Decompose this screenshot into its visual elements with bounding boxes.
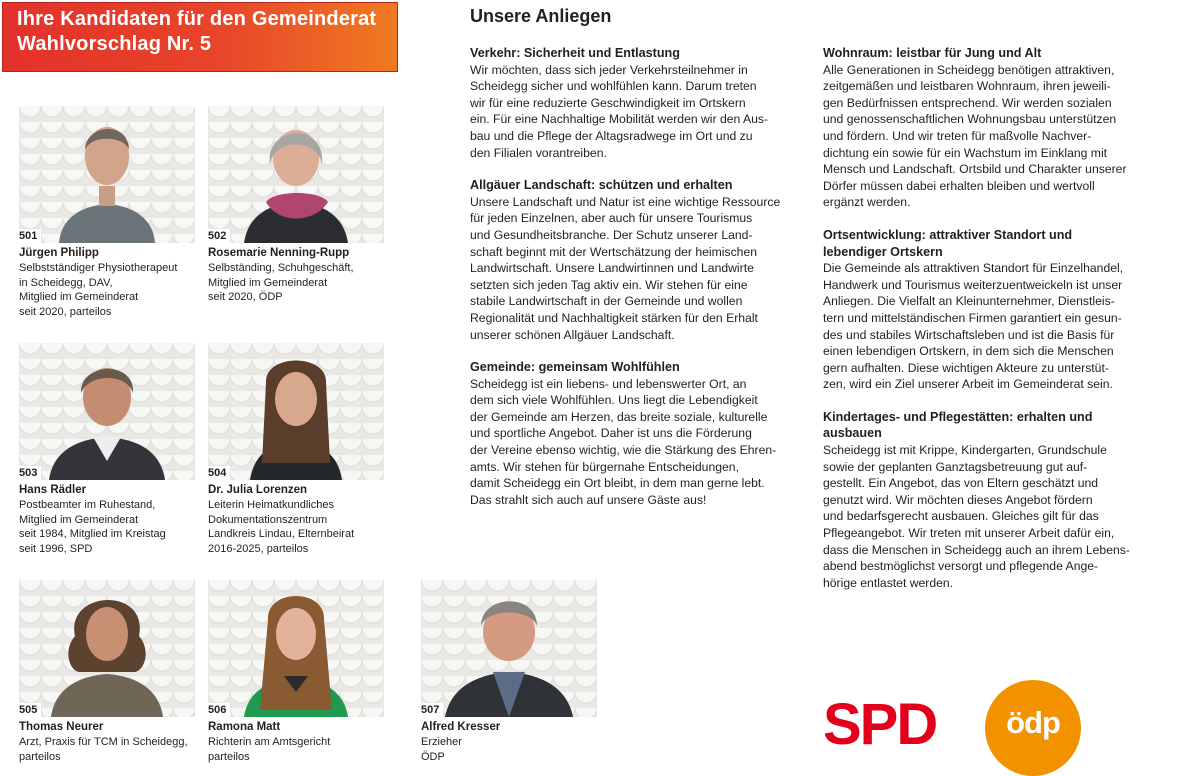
candidate-description: Postbeamter im Ruhestand, Mitglied im Gemeinderat seit 1984, Mitglied im Kreistag seit 1996, SPD [19,499,166,555]
section-heading: Wohnraum: leistbar für Jung und Alt [823,46,1042,60]
portrait-image [19,343,195,480]
concerns-column-right [823,45,1168,607]
candidate-name: Hans Rädler [19,484,87,496]
section-body: Die Gemeinde als attraktiven Standort für Einzelhandel, Handwerk und Tourismus weiterzuentweickeln ist unser Anliegen. Die Vielfalt an Kleinunternehmer, Dienstleis- tern und mittelständischen Firmen garantiert ein gesun- des und stabiles Wirtschaftsleben und ist die Basis für einen lebendigen Ortskern, in dem sich die Menschen gern aufhalten. Diese wichtigen Akteure zu unterstüt- zen, wird ein Ziel unserer Arbeit im Gemeinderat sein. [823,261,1124,392]
header-banner [2,2,398,72]
section-body: Alle Generationen in Scheidegg benötigen attraktiven, zeitgemäßen und leistbaren Wohnraum, ihren jeweili- gen Bedürfnissen entsprechend. Wir werden sozialen und genossenschaftlichen Wohnungsbau unterstützen und fördern. Und wir treten für maßvolle Nachver- dichtung ein sowie für ein Wachstum im Einklang mit Mensch und Landschaft. Ortsbild und Charakter unserer Dörfer müssen dabei erhalten bleiben und wertvoll ergänzt werden. [823,62,1127,210]
portrait-image [19,106,195,243]
section-town-development [823,227,1168,393]
candidate-name: Thomas Neurer [19,721,104,733]
candidate-description: Selbständing, Schuhgeschäft, Mitglied im Gemeinderat seit 2020, ÖDP [208,262,354,304]
section-heading: Ortsentwicklung: attraktiver Standort und lebendiger Ortskern [823,227,1073,259]
candidate-name: Rosemarie Nenning-Rupp [208,247,350,259]
candidate-number: 502 [208,229,230,243]
section-housing [823,45,1168,211]
candidate-card [208,106,386,305]
candidate-card [19,343,197,556]
candidate-photo [208,580,384,717]
portrait-image [208,106,384,243]
portrait-image [208,343,384,480]
section-body: Unsere Landschaft und Natur ist eine wichtige Ressource für jeden Einzelnen, aber auch für unsere Tourismus und Gesundheitsbranche. Der Schutz unserer Land- schaft beginnt mit der Wertschätzung der heimischen Landwirtschaft. Unsere Landwirtinnen und Landwirte setzten sich jeden Tag aktiv ein. Wir stehen für eine stabile Landwirtschaft in der Gemeinde und wollen Regionalität und Nachhaltigkeit stärken für den Erhalt unserer schönen Allgäuer Landschaft. [470,194,781,342]
candidate-description: Leiterin Heimatkundliches Dokumentationszentrum Landkreis Lindau, Elternbeirat 2016-2025, parteilos [208,499,355,555]
candidate-description: Richterin am Amtsgericht parteilos [208,736,331,763]
candidate-number: 504 [208,466,230,480]
section-body: Wir möchten, dass sich jeder Verkehrsteilnehmer in Scheidegg sicher und wohlfühlen kann. Darum treten wir für eine reduzierte Geschwindigkeit im Ortskern ein. Für eine Nachhaltige Mobilität werden wir den Aus- bau und die Pflege der Altagsradwege im Ort und zu den Filialen vorantreiben. [470,62,769,160]
candidate-number: 503 [19,466,41,480]
candidate-name: Alfred Kresser [421,721,501,733]
candidate-card [208,343,386,556]
candidate-number: 507 [421,703,443,717]
candidate-name: Ramona Matt [208,721,281,733]
concerns-column-left [470,45,805,524]
spd-logo: SPD [823,692,937,757]
candidate-description: Arzt, Praxis für TCM in Scheidegg, parteilos [19,736,188,763]
candidate-photo [19,580,195,717]
candidate-card [208,580,386,764]
candidate-name: Dr. Julia Lorenzen [208,484,308,496]
section-childcare-care [823,409,1168,592]
portrait-image [208,580,384,717]
candidate-photo [19,106,195,243]
section-heading: Verkehr: Sicherheit und Entlastung [470,46,680,60]
candidate-name: Jürgen Philipp [19,247,99,259]
candidate-number: 501 [19,229,41,243]
section-community [470,359,805,508]
candidate-card [19,580,197,764]
section-body: Scheidegg ist ein liebens- und lebenswerter Ort, an dem sich viele Wohlfühlen. Uns liegt die Lebendigkeit der Gemeinde am Herzen, das breite soziale, kulturelle und sportliche Angebot. Daher ist uns die Förderung der Vereine ebenso wichtig, wie die Stärkung des Ehren- amts. Wir stehen für bürgernahe Entscheidungen, damit Scheidegg ein Ort bleibt, in dem man gerne lebt. Das strahlt sich auch auf unsere Gäste aus! [470,376,777,507]
section-heading: Gemeinde: gemeinsam Wohlfühlen [470,360,680,375]
section-body: Scheidegg ist mit Krippe, Kindergarten, Grundschule sowie der geplanten Ganztagsbetreuung gut auf- gestellt. Ein Angebot, das von Eltern geschätzt und genutzt wird. Wir möchten dieses Angebot fördern und bedarfsgerecht ausbauen. Gleiches gilt für das Pflegeangebot. Wir treten mit unserer Arbeit dafür ein, dass die Menschen in Scheidegg auch an ihrem Lebens- abend bestmöglichst versorgt und pflegende Ange- hörige entlastet werden. [823,443,1130,590]
portrait-image [19,580,195,717]
candidate-photo [208,343,384,480]
candidate-number: 505 [19,703,41,717]
page-title: Unsere Anliegen [470,6,612,26]
candidate-card [421,580,599,764]
banner-subtitle: Wahlvorschlag Nr. 5 [17,33,212,55]
section-heading: Kindertages- und Pflegestätten: erhalten und ausbauen [823,409,1093,441]
section-heading: Allgäuer Landschaft: schützen und erhalten [470,178,733,193]
section-landscape [470,177,805,343]
candidate-photo [421,580,597,717]
banner-title: Ihre Kandidaten für den Gemeinderat [17,8,377,30]
candidate-number: 506 [208,703,230,717]
candidate-photo [19,343,195,480]
portrait-image [421,580,597,717]
section-traffic [470,45,805,161]
candidate-photo [208,106,384,243]
candidate-card [19,106,197,319]
candidate-description: Erzieher ÖDP [421,736,462,763]
candidate-description: Selbstständiger Physiotherapeut in Scheidegg, DAV, Mitglied im Gemeinderat seit 2020, parteilos [19,262,178,318]
oedp-logo: ödp [985,680,1081,776]
